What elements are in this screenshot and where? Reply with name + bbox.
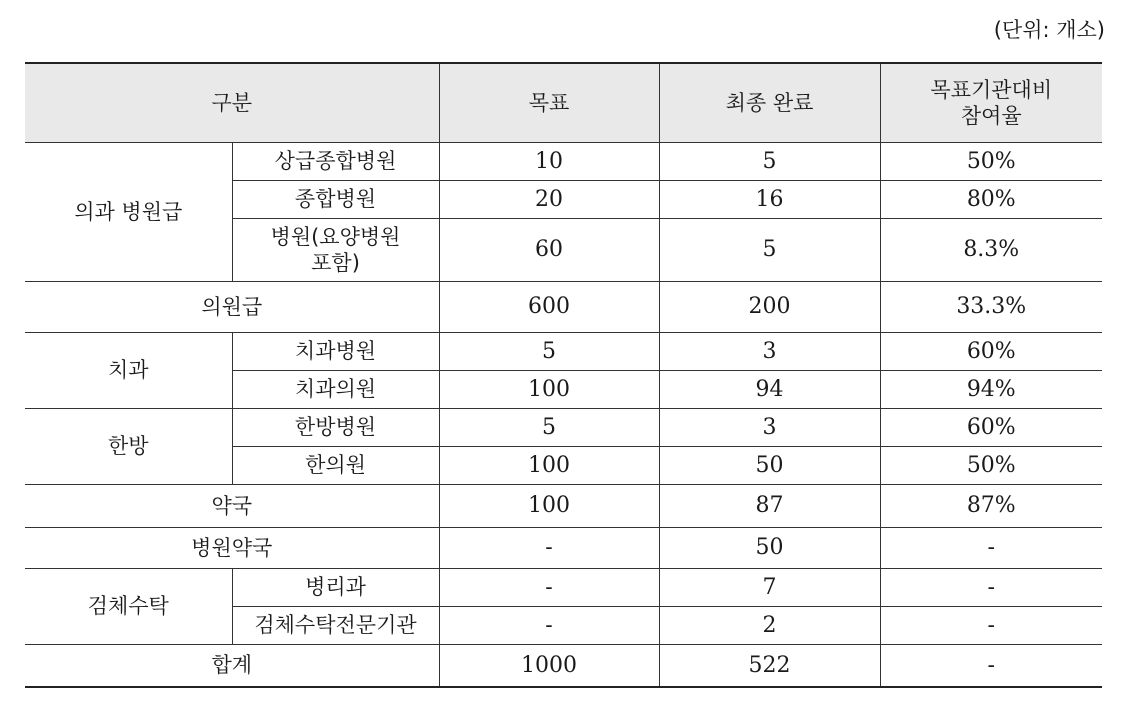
rate-value: 94% [880,371,1102,409]
target-value: - [439,607,659,645]
table-row [25,282,1102,333]
row-label: 종합병원 [232,181,439,219]
group-label: 치과 [25,333,232,409]
row-label: 병원(요양병원 포함) [232,219,439,282]
row-label: 상급종합병원 [232,143,439,181]
completed-value: 3 [659,333,880,371]
table-row [25,409,1102,447]
target-value: 5 [439,333,659,371]
rate-value: - [880,607,1102,645]
table-row [25,333,1102,371]
completed-value: 3 [659,409,880,447]
row-label: 검체수탁전문기관 [232,607,439,645]
rate-value: 33.3% [880,282,1102,333]
header-row [25,63,1102,143]
rate-value: - [880,645,1102,688]
row-label: 치과병원 [232,333,439,371]
completed-value: 87 [659,485,880,528]
row-label: 치과의원 [232,371,439,409]
completed-value: 7 [659,569,880,607]
rate-value: 50% [880,447,1102,485]
header-target: 목표 [439,63,659,143]
row-label: 합계 [25,645,439,688]
completed-value: 200 [659,282,880,333]
row-label: 의원급 [25,282,439,333]
row-label: 약국 [25,485,439,528]
target-value: 100 [439,485,659,528]
total-row [25,645,1102,688]
rate-value: 60% [880,409,1102,447]
group-label: 한방 [25,409,232,485]
unit-note: (단위: 개소) [993,18,1105,42]
rate-value: - [880,569,1102,607]
rate-value: 8.3% [880,219,1102,282]
target-value: 5 [439,409,659,447]
completed-value: 522 [659,645,880,688]
target-value: - [439,528,659,569]
table-row [25,569,1102,607]
row-label: 병리과 [232,569,439,607]
completed-value: 2 [659,607,880,645]
group-label: 검체수탁 [25,569,232,645]
header-completed: 최종 완료 [659,63,880,143]
target-value: 600 [439,282,659,333]
rate-value: 80% [880,181,1102,219]
target-value: 100 [439,447,659,485]
completed-value: 50 [659,528,880,569]
target-value: - [439,569,659,607]
completed-value: 5 [659,219,880,282]
rate-value: 87% [880,485,1102,528]
table-row [25,143,1102,181]
rate-value: 60% [880,333,1102,371]
rate-value: 50% [880,143,1102,181]
completed-value: 50 [659,447,880,485]
target-value: 10 [439,143,659,181]
target-value: 20 [439,181,659,219]
completed-value: 94 [659,371,880,409]
table-row [25,485,1102,528]
completed-value: 16 [659,181,880,219]
rate-value: - [880,528,1102,569]
row-label: 한의원 [232,447,439,485]
target-value: 100 [439,371,659,409]
header-rate: 목표기관대비 참여율 [880,63,1102,143]
table-row [25,528,1102,569]
completed-value: 5 [659,143,880,181]
row-label: 한방병원 [232,409,439,447]
target-value: 60 [439,219,659,282]
group-label: 의과 병원급 [25,143,232,282]
participation-table [25,62,1102,688]
target-value: 1000 [439,645,659,688]
row-label: 병원약국 [25,528,439,569]
header-category: 구분 [25,63,439,143]
